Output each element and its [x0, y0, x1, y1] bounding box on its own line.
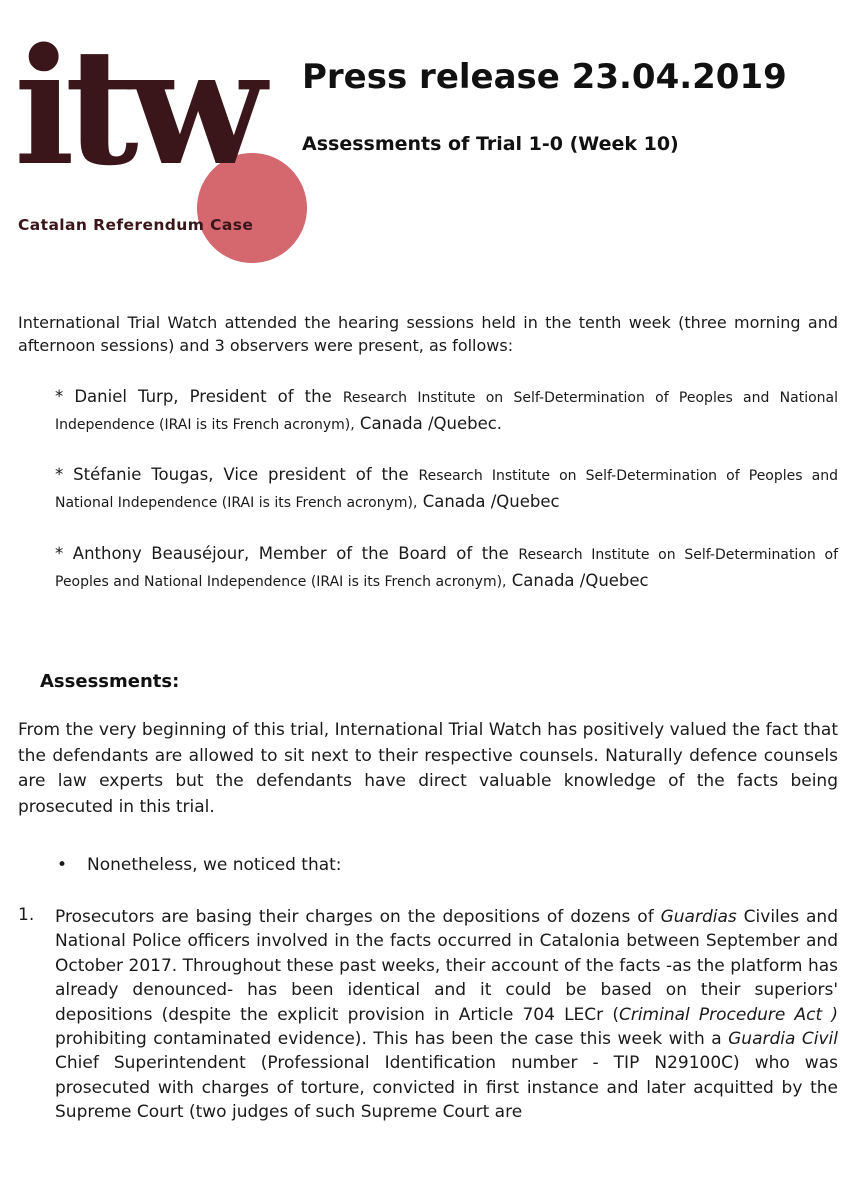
- assessments-heading: Assessments:: [40, 671, 180, 692]
- observer-institute: Research Institute on Self-Determination of Peoples and National Independence (IRAI is its French acronym),: [55, 547, 838, 590]
- observer-place: Canada /Quebec.: [354, 414, 503, 433]
- observer-name-role: * Anthony Beauséjour, Member of the Board of the: [55, 544, 519, 563]
- item-text: Prosecutors are basing their charges on the depositions of dozens of: [55, 907, 661, 927]
- list-item-number: 1.: [18, 905, 35, 925]
- item-text: Civiles and National Police officers involved in the facts occurred in Catalonia between September and October 2017. Throughout these past weeks, their account of the facts -as the platform has already denounced- has been identical and it could be based on their superiors' depositions (despite the explicit provision in Article 704 LECr (: [55, 907, 838, 1025]
- intro-paragraph: International Trial Watch attended the hearing sessions held in the tenth week (three morning and afternoon sessions) and 3 observers were present, as follows:: [18, 313, 838, 355]
- observer-entry: [55, 541, 838, 595]
- item-italic-text: Guardia Civil: [728, 1029, 838, 1050]
- assessments-paragraph: From the very beginning of this trial, International Trial Watch has positively valued the fact that the defendants are allowed to sit next to their respective counsels. Naturally defence counsels are law experts but the defendants have direct valuable knowledge of the facts being prosecuted in this trial.: [18, 720, 838, 817]
- logo-wordmark: itw: [14, 13, 257, 201]
- bullet-item: [57, 855, 342, 875]
- item-text: prohibiting contaminated evidence). This has been the case this week with a: [55, 1029, 729, 1050]
- item-text: Chief Superintendent (Professional Identification number - TIP N29100C) who was prosecuted with charges of torture, convicted in first instance and later acquitted by the Supreme Court (two judges of such Supreme Court are: [55, 1053, 838, 1123]
- observer-place: Canada /Quebec: [506, 571, 649, 590]
- observer-institute: Research Institute on Self-Determination of Peoples and National Independence (IRAI is its French acronym),: [55, 468, 838, 511]
- item-italic-text: Guardias: [660, 907, 737, 927]
- numbered-list-item: [55, 905, 838, 1125]
- observer-entry: [55, 384, 838, 438]
- observer-name-role: * Daniel Turp, President of the: [55, 387, 343, 406]
- logo-caption: Catalan Referendum Case: [18, 216, 254, 234]
- press-release-title: Press release 23.04.2019: [302, 57, 787, 97]
- observer-place: Canada /Quebec: [417, 492, 560, 511]
- item-italic-text: Criminal Procedure Act ): [618, 1004, 838, 1025]
- press-release-subtitle: Assessments of Trial 1-0 (Week 10): [302, 133, 679, 155]
- observer-institute: Research Institute on Self-Determination of Peoples and National Independence (IRAI is its French acronym),: [55, 390, 838, 433]
- bullet-icon: •: [57, 855, 68, 875]
- observer-name-role: * Stéfanie Tougas, Vice president of the: [55, 465, 419, 484]
- bullet-text: Nonetheless, we noticed that:: [87, 855, 342, 875]
- itw-logo: [14, 13, 304, 265]
- observer-entry: [55, 462, 838, 516]
